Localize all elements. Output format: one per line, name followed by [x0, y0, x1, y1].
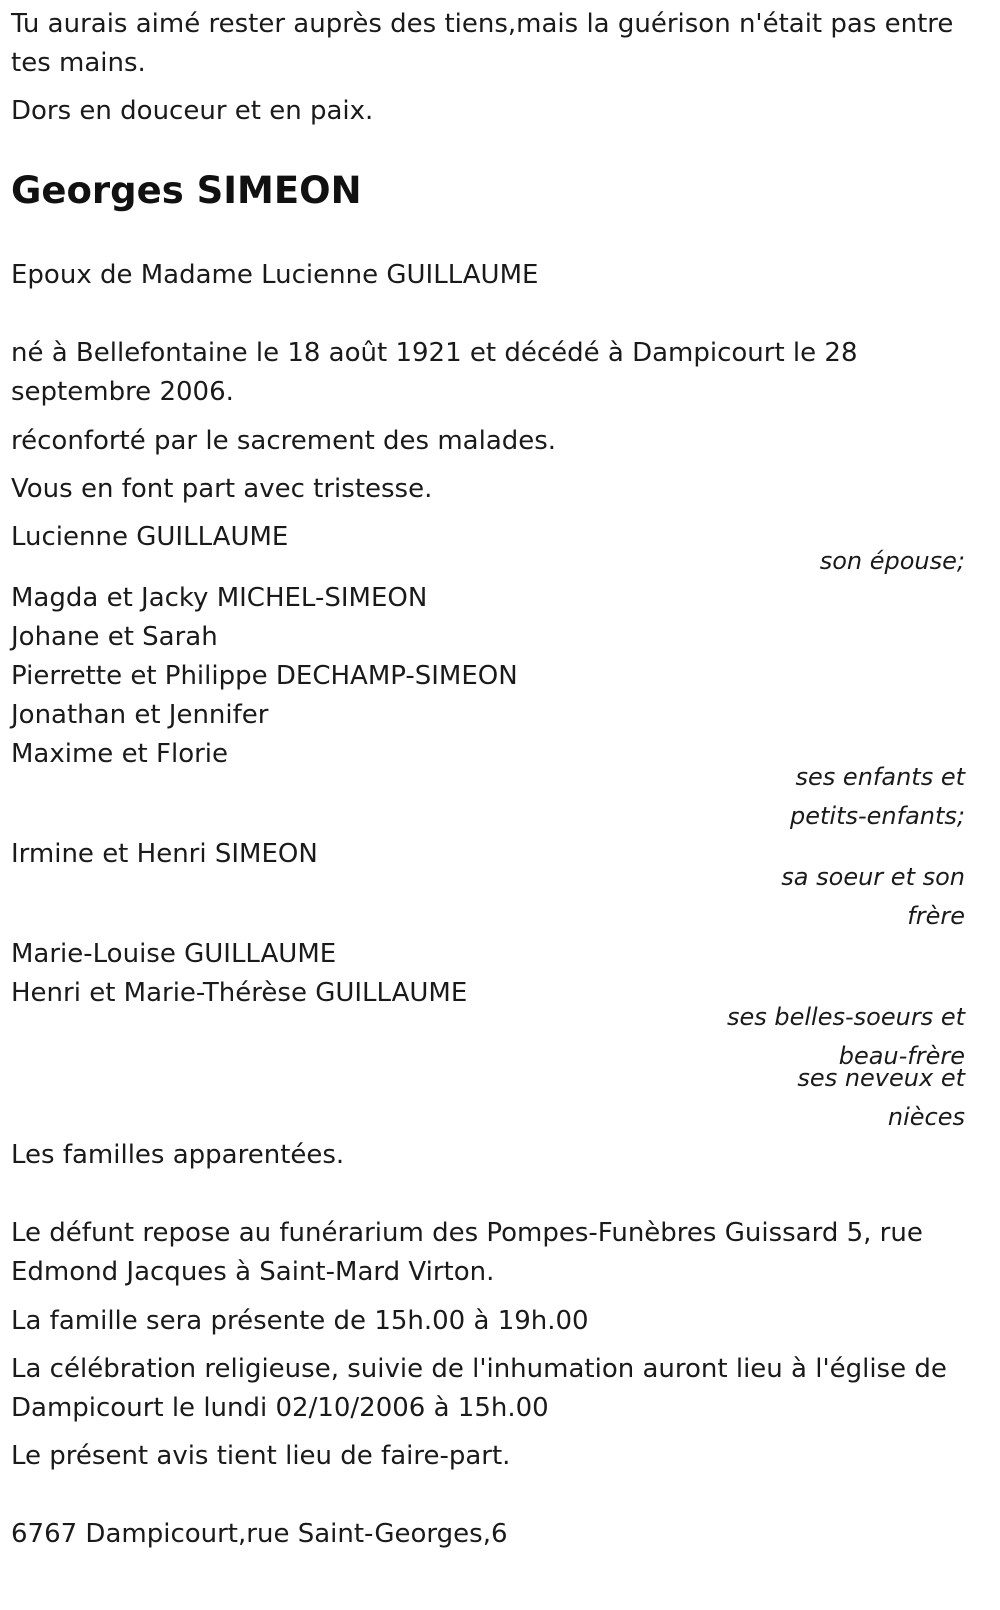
family-member: Lucienne GUILLAUME: [11, 522, 289, 552]
family-member: Irmine et Henri SIMEON: [11, 839, 318, 869]
intro-line: Tu aurais aimé rester auprès des tiens,mais la guérison n'était pas entre: [11, 9, 954, 39]
presence-line: La famille sera présente de 15h.00 à 19h.00: [11, 1306, 589, 1336]
ceremony-line: Dampicourt le lundi 02/10/2006 à 15h.00: [11, 1393, 549, 1423]
intro-line: Dors en douceur et en paix.: [11, 96, 374, 126]
relationship-label: ses enfants et: [795, 763, 965, 791]
ceremony-line: La célébration religieuse, suivie de l'inhumation auront lieu à l'église de: [11, 1354, 947, 1384]
relationship-label: frère: [907, 902, 965, 930]
spouse-line: Epoux de Madame Lucienne GUILLAUME: [11, 260, 539, 290]
family-member: Henri et Marie-Thérèse GUILLAUME: [11, 978, 468, 1008]
related-families: Les familles apparentées.: [11, 1140, 345, 1170]
family-member: Pierrette et Philippe DECHAMP-SIMEON: [11, 661, 518, 691]
family-member: Jonathan et Jennifer: [11, 700, 269, 730]
relationship-label: son épouse;: [819, 547, 965, 575]
relationship-label: nièces: [887, 1103, 965, 1131]
birth-death-line: septembre 2006.: [11, 377, 234, 407]
relationship-label: ses neveux et: [797, 1064, 965, 1092]
birth-death-line: né à Bellefontaine le 18 août 1921 et décédé à Dampicourt le 28: [11, 338, 858, 368]
announce-line: Vous en font part avec tristesse.: [11, 474, 433, 504]
family-member: Johane et Sarah: [11, 622, 218, 652]
address-line: 6767 Dampicourt,rue Saint-Georges,6: [11, 1519, 508, 1549]
funeral-home-line: Le défunt repose au funérarium des Pompes-Funèbres Guissard 5, rue: [11, 1218, 923, 1248]
deceased-name: Georges SIMEON: [11, 169, 362, 212]
funeral-home-line: Edmond Jacques à Saint-Mard Virton.: [11, 1257, 495, 1287]
intro-line: tes mains.: [11, 48, 146, 78]
relationship-label: sa soeur et son: [781, 863, 965, 891]
relationship-label: petits-enfants;: [790, 802, 965, 830]
relationship-label: ses belles-soeurs et: [726, 1003, 965, 1031]
family-member: Magda et Jacky MICHEL-SIMEON: [11, 583, 428, 613]
family-member: Maxime et Florie: [11, 739, 229, 769]
comfort-line: réconforté par le sacrement des malades.: [11, 426, 557, 456]
notice-line: Le présent avis tient lieu de faire-part.: [11, 1441, 511, 1471]
relationship-label: beau-frère: [838, 1042, 965, 1070]
family-member: Marie-Louise GUILLAUME: [11, 939, 337, 969]
